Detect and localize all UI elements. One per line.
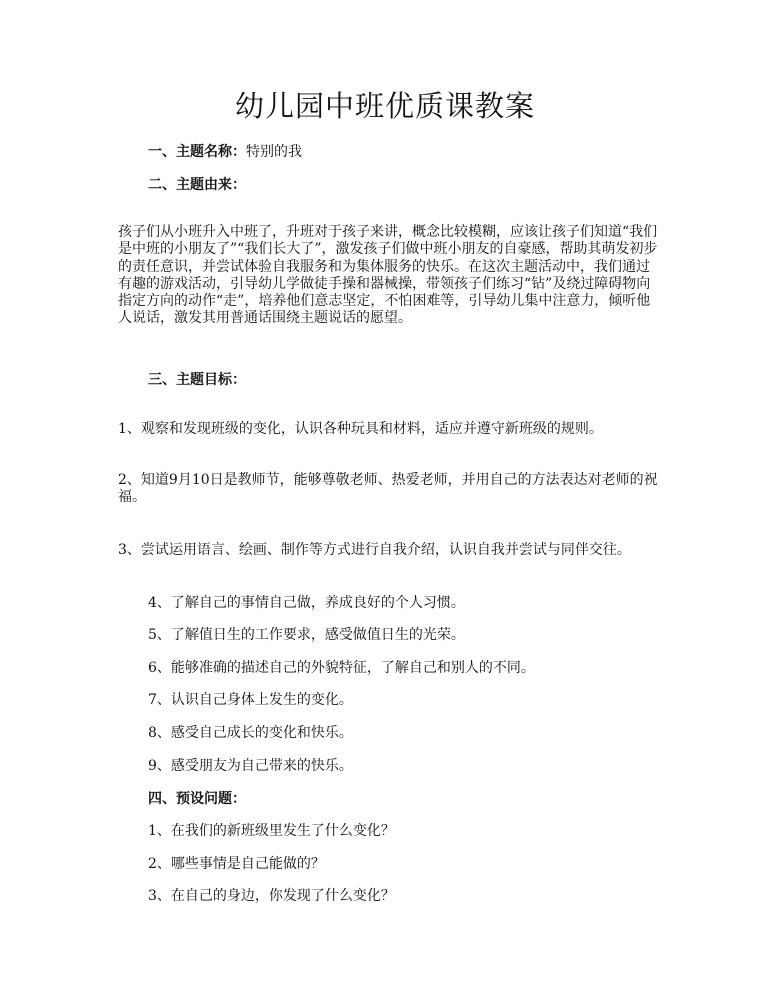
goal-item: 8、感受自己成长的变化和快乐。 (148, 725, 353, 741)
goal-item: 4、了解自己的事情自己做，养成良好的个人习惯。 (148, 595, 465, 611)
section-heading: 二、主题由来： (148, 177, 246, 193)
section-heading: 三、主题目标： (148, 372, 246, 388)
section-heading: 四、预设问题： (148, 791, 246, 807)
question-item: 2、哪些事情是自己能做的？ (148, 856, 325, 872)
page-title: 幼儿园中班优质课教案 (234, 89, 535, 123)
goal-item: 6、能够准确的描述自己的外貌特征，了解自己和别人的不同。 (148, 660, 535, 676)
question-item: 3、在自己的身边，你发现了什么变化？ (148, 888, 395, 904)
question-item: 1、在我们的新班级里发生了什么变化？ (148, 823, 395, 839)
goal-item: 1、观察和发现班级的变化，认识各种玩具和材料，适应并遵守新班级的规则。 (118, 421, 603, 437)
topic-origin-paragraph: 孩子们从小班升入中班了，升班对于孩子来讲，概念比较模糊，应该让孩子们知道“我们是中班的小朋友了”“我们长大了”，激发孩子们做中班小朋友的自豪感，帮助其萌发初步的责任意识，并尝试体验自我服务和为集体服务的快乐。在这次主题活动中，我们通过有趣的游戏活动，引导幼儿学做徒手操和器械操，带领孩子们练习“钻”及绕过障碍物向指定方向的动作“走”，培养他们意志坚定，不怕困难等，引导幼儿集中注意力，倾听他人说话，激发其用普通话围绕主题说话的愿望。 (118, 224, 658, 327)
topic-name-value: 特别的我 (246, 144, 302, 160)
goal-item: 7、认识自己身体上发生的变化。 (148, 692, 353, 708)
goal-item: 9、感受朋友为自己带来的快乐。 (148, 758, 353, 774)
goal-item: 2、知道9月10日是教师节，能够尊敬老师、热爱老师，并用自己的方法表达对老师的祝福。 (118, 472, 658, 506)
section-topic-name (148, 144, 302, 160)
goal-item: 3、尝试运用语言、绘画、制作等方式进行自我介绍，认识自我并尝试与同伴交往。 (118, 542, 631, 558)
section-heading: 一、主题名称： (148, 144, 246, 160)
goal-item: 5、了解值日生的工作要求，感受做值日生的光荣。 (148, 627, 465, 643)
